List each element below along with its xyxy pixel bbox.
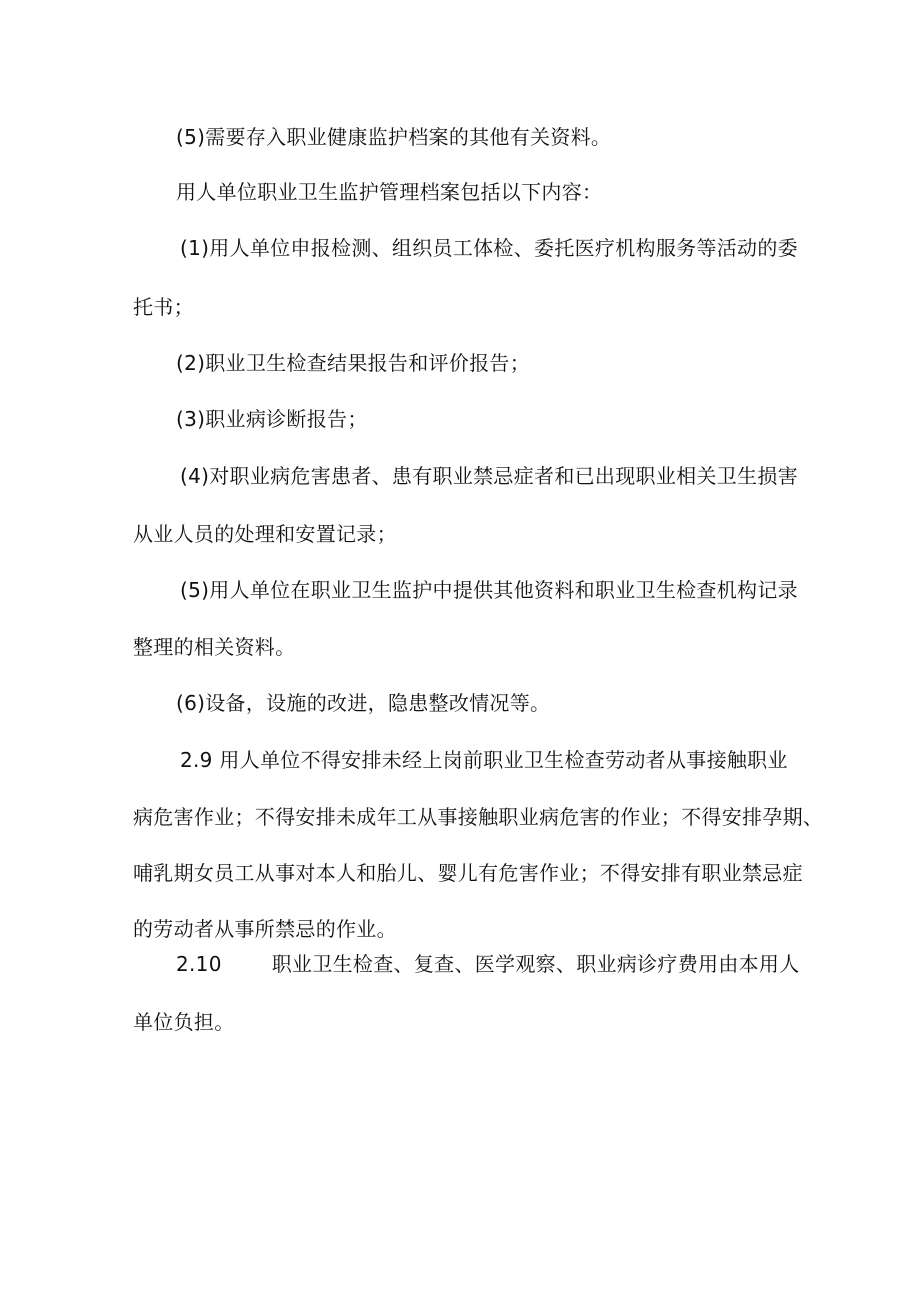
paragraph-line: (3)职业病诊断报告； xyxy=(176,407,368,431)
paragraph-line: 从业人员的处理和安置记录； xyxy=(133,522,397,546)
paragraph-line: 哺乳期女员工从事对本人和胎儿、婴儿有危害作业；不得安排有职业禁忌症 xyxy=(133,861,803,885)
paragraph-line: 单位负担。 xyxy=(133,1010,235,1034)
paragraph-line: 2.9 用人单位不得安排未经上岗前职业卫生检查劳动者从事接触职业 xyxy=(180,748,788,772)
section-text: 职业卫生检查、复查、医学观察、职业病诊疗费用由本用人 xyxy=(271,952,800,976)
paragraph-line: (2)职业卫生检查结果报告和评价报告； xyxy=(176,351,531,375)
paragraph-line: 整理的相关资料。 xyxy=(133,635,296,659)
paragraph-line: (5)需要存入职业健康监护档案的其他有关资料。 xyxy=(176,125,612,149)
paragraph-line: (5)用人单位在职业卫生监护中提供其他资料和职业卫生检查机构记录 xyxy=(180,578,798,602)
paragraph-line: (4)对职业病危害患者、患有职业禁忌症者和已出现职业相关卫生损害 xyxy=(180,464,798,488)
paragraph-line: 病危害作业；不得安排未成年工从事接触职业病危害的作业；不得安排孕期、 xyxy=(133,805,824,829)
paragraph-line: 用人单位职业卫生监护管理档案包括以下内容： xyxy=(176,180,603,204)
paragraph-line: 的劳动者从事所禁忌的作业。 xyxy=(133,917,397,941)
section-number: 2.10 xyxy=(176,952,222,976)
section-2-10-line xyxy=(176,952,800,976)
paragraph-line: 托书； xyxy=(133,295,194,319)
paragraph-line: (1)用人单位申报检测、组织员工体检、委托医疗机构服务等活动的委 xyxy=(180,236,798,260)
paragraph-line: (6)设备，设施的改进，隐患整改情况等。 xyxy=(176,691,551,715)
